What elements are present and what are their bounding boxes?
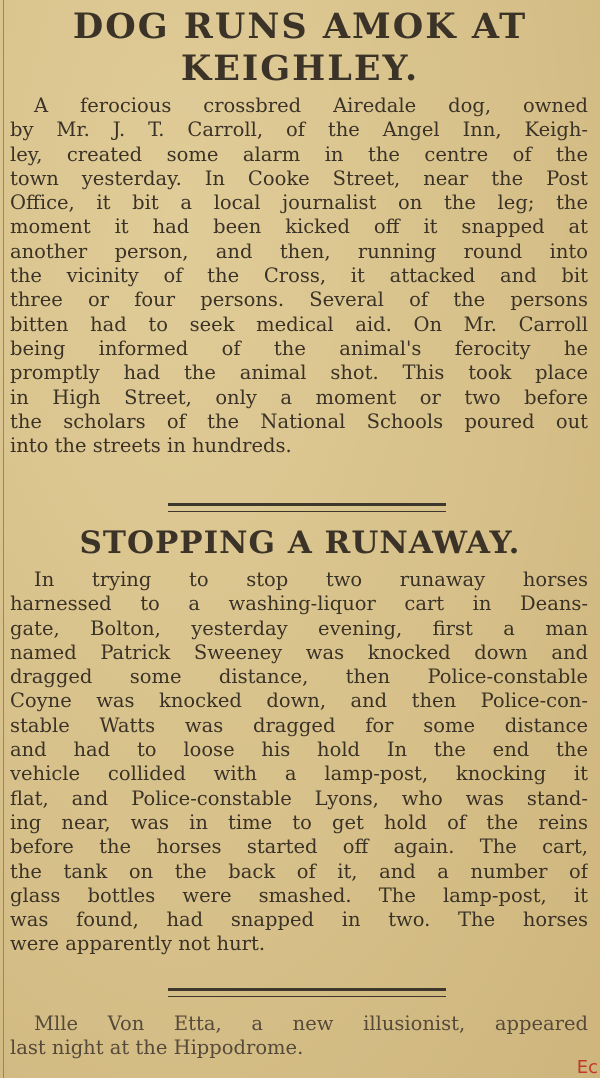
text-line: last night at the Hippodrome.	[10, 1036, 304, 1060]
text-line: ley, created some alarm in the centre of the	[10, 142, 588, 166]
text-line: harnessed to a washing-liquor cart in Deans-	[10, 592, 588, 616]
text-line: before the horses started off again. The cart,	[10, 835, 588, 859]
text-line: another person, and then, running round into	[10, 239, 588, 263]
text-line: glass bottles were smashed. The lamp-post, it	[10, 883, 588, 907]
text-line: dragged some distance, then Police-constable	[10, 665, 588, 689]
text-line: in High Street, only a moment or two before	[10, 385, 588, 409]
text-line: into the streets in hundreds.	[10, 434, 292, 458]
corner-mark: Ec	[576, 1057, 598, 1078]
text-line: A ferocious crossbred Airedale dog, owned	[34, 94, 588, 117]
article-illusionist-body	[10, 1012, 588, 1061]
text-line: Office, it bit a local journalist on the leg; the	[10, 191, 588, 215]
text-line: the vicinity of the Cross, it attacked and bit	[10, 264, 588, 288]
headline-line-1: DOG RUNS AMOK AT	[72, 6, 528, 47]
text-line: ing near, was in time to get hold of the reins	[10, 810, 588, 834]
text-line: gate, Bolton, yesterday evening, first a man	[10, 616, 588, 640]
text-line: In trying to stop two runaway horses	[34, 568, 588, 591]
text-line: being informed of the animal's ferocity he	[10, 336, 588, 360]
text-line: by Mr. J. T. Carroll, of the Angel Inn, Keigh-	[10, 118, 588, 142]
text-line: the tank on the back of it, and a number of	[10, 859, 588, 883]
headline-line-2: KEIGHLEY.	[180, 48, 420, 89]
article-dog-body	[10, 94, 588, 458]
text-line: bitten had to seek medical aid. On Mr. Carroll	[10, 312, 588, 336]
text-line: and had to loose his hold In the end the	[10, 738, 588, 762]
text-line: were apparently not hurt.	[10, 932, 266, 956]
text-line: vehicle collided with a lamp-post, knocking it	[10, 762, 588, 786]
text-line: town yesterday. In Cooke Street, near the Post	[10, 166, 588, 190]
section-divider	[168, 503, 446, 512]
text-line: the scholars of the National Schools poured out	[10, 409, 588, 433]
text-line: Coyne was knocked down, and then Police-con-	[10, 689, 588, 713]
text-line: was found, had snapped in two. The horses	[10, 908, 588, 932]
headline-runaway: STOPPING A RUNAWAY.	[79, 525, 521, 561]
text-line: Mlle Von Etta, a new illusionist, appeared	[34, 1012, 588, 1035]
article-runaway-body	[10, 568, 588, 957]
text-line: moment it had been kicked off it snapped at	[10, 215, 588, 239]
text-line: three or four persons. Several of the persons	[10, 288, 588, 312]
text-line: stable Watts was dragged for some distance	[10, 713, 588, 737]
section-divider-2	[168, 988, 446, 997]
text-line: named Patrick Sweeney was knocked down and	[10, 640, 588, 664]
text-line: promptly had the animal shot. This took place	[10, 361, 588, 385]
text-line: flat, and Police-constable Lyons, who was stand-	[10, 786, 588, 810]
